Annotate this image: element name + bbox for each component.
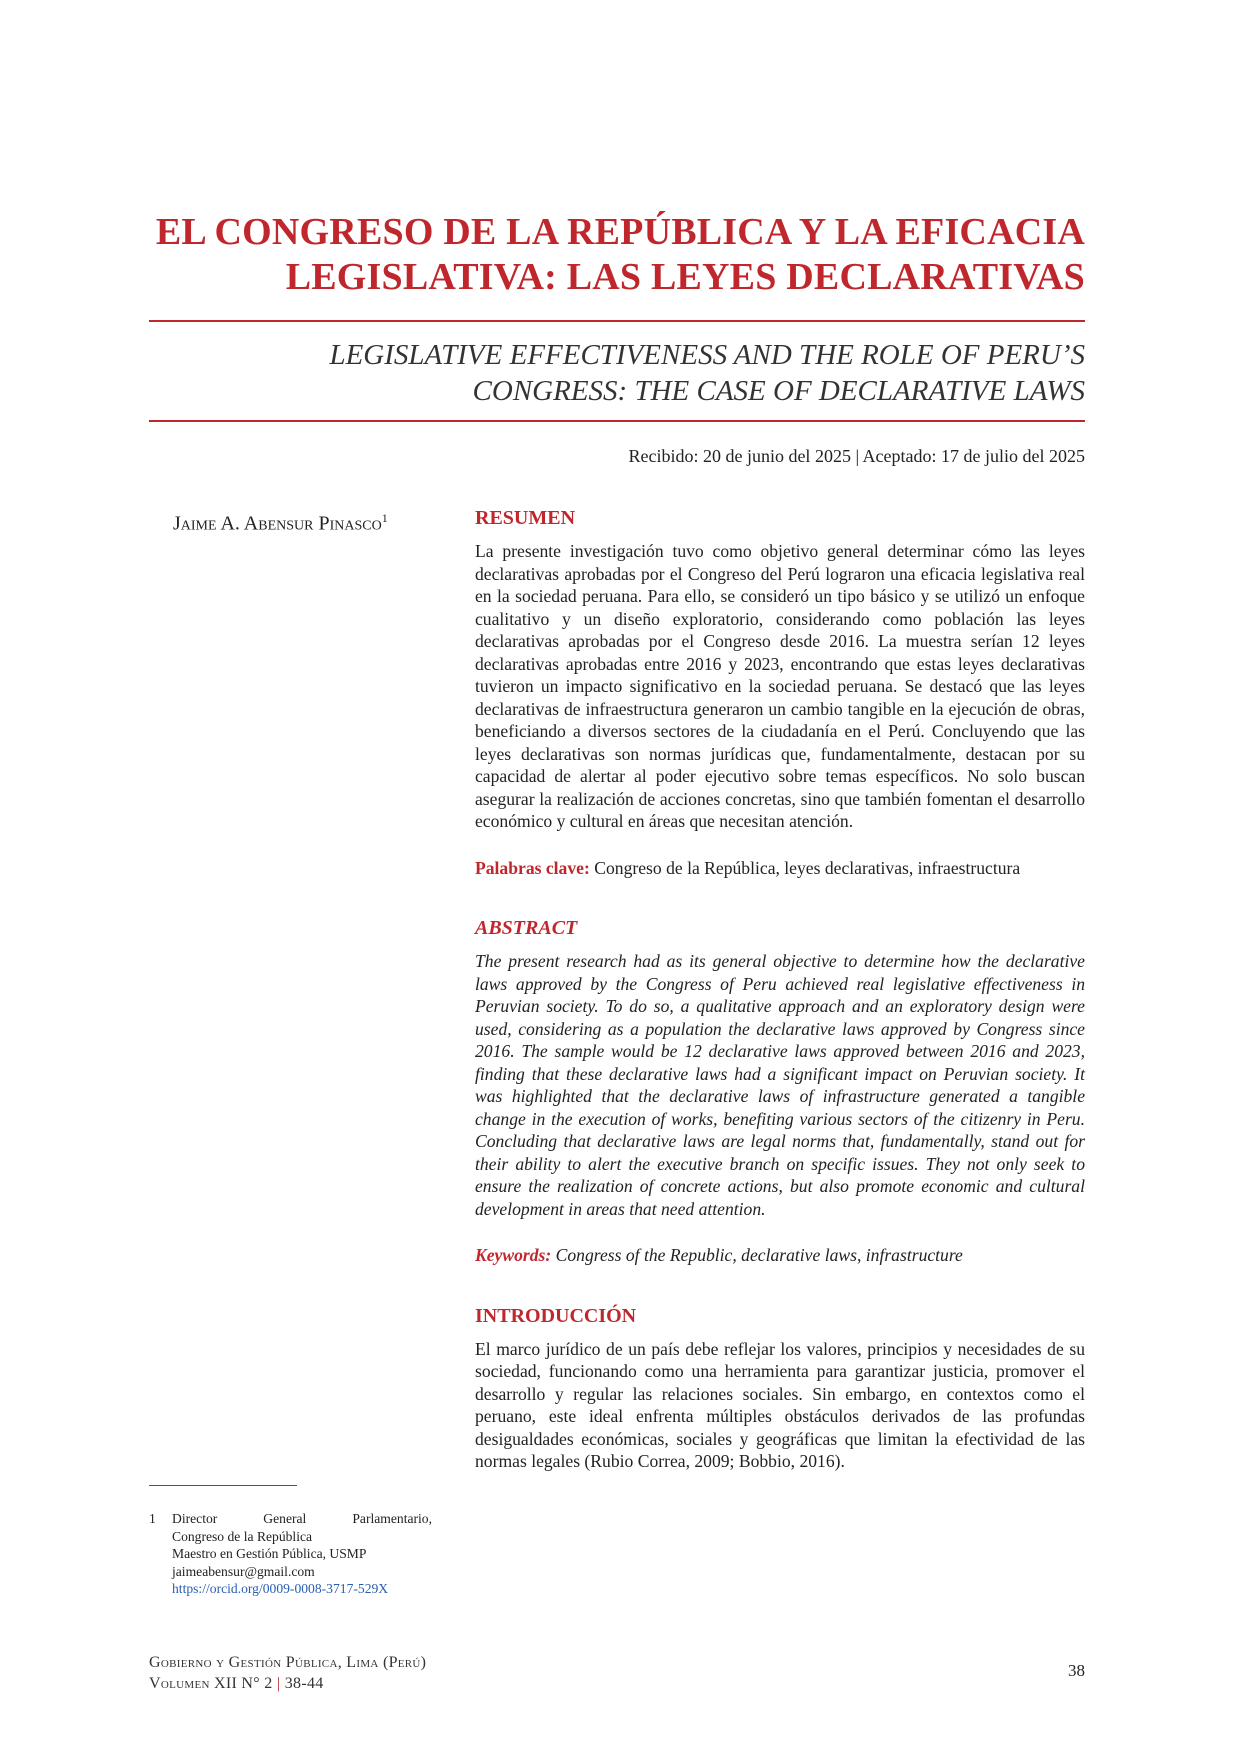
footnote-body (172, 1510, 432, 1598)
orcid-link[interactable]: https://orcid.org/0009-0008-3717-529X (172, 1581, 389, 1597)
title-line-2: LEGISLATIVA: LAS LEYES DECLARATIVAS (285, 256, 1085, 298)
introduccion-section (475, 1305, 1085, 1473)
author-footnote-mark: 1 (381, 511, 388, 525)
footnote-email: jaimeabensur@gmail.com (172, 1563, 315, 1579)
journal-pages: 38-44 (284, 1675, 324, 1692)
resumen-keywords-text: Congreso de la República, leyes declarativas, infraestructura (594, 857, 1021, 878)
article-title (140, 210, 1085, 300)
author-name (173, 511, 388, 536)
resumen-keywords (475, 857, 1085, 880)
abstract-text: The present research had as its general objective to determine how the declarative laws approved by the Congress of Peru achieved real legislative effectiveness in Peruvian society. To do so, a qualitative approach and an exploratory design were used, considering as a population the declarative laws approved by Congress since 2016. The sample would be 12 declarative laws approved between 2016 and 2023, finding that these declarative laws had a significant impact on Peruvian society. It was highlighted that the declarative laws of infrastructure generated a tangible change in the execution of works, benefiting various sectors of the citizenry in Peru. Concluding that declarative laws are legal norms that, fundamentally, stand out for their ability to alert the executive branch on specific issues. They not only seek to ensure the realization of concrete actions, but also promote economic and cultural development in areas that need attention. (475, 951, 1085, 1219)
resumen-keywords-label: Palabras clave: (475, 857, 590, 878)
main-column (475, 507, 1085, 1473)
abstract-keywords-text: Congress of the Republic, declarative laws, infrastructure (555, 1245, 963, 1265)
introduccion-heading: INTRODUCCIÓN (475, 1304, 637, 1327)
resumen-section (475, 507, 1085, 879)
title-line-1: EL CONGRESO DE LA REPÚBLICA Y LA EFICACIA (155, 211, 1085, 253)
subtitle-line-2: CONGRESS: THE CASE OF DECLARATIVE LAWS (472, 375, 1085, 407)
journal-name: Gobierno y Gestión Pública, Lima (Perú) (149, 1654, 427, 1671)
footer-separator: | (276, 1675, 281, 1692)
abstract-keywords (475, 1244, 1085, 1267)
subtitle-line-1: LEGISLATIVE EFFECTIVENESS AND THE ROLE OF PERU’S (329, 339, 1085, 371)
footnote-number: 1 (149, 1511, 156, 1526)
article-subtitle (140, 337, 1085, 409)
title-rule (149, 320, 1085, 322)
footnote-line-2: Congreso de la República (172, 1528, 313, 1544)
abstract-keywords-label: Keywords: (475, 1245, 552, 1265)
resumen-heading: RESUMEN (475, 507, 576, 529)
introduccion-text: El marco jurídico de un país debe reflejar los valores, principios y necesidades de su sociedad, funcionando como una herramienta para garantizar justicia, promover el desarrollo y regular las relaciones sociales. Sin embargo, en contextos como el peruano, este ideal enfrenta múltiples obstáculos derivados de las profundas desigualdades económicas, sociales y geográficas que limitan la efectividad de las normas legales (Rubio Correa, 2009; Bobbio, 2016). (475, 1338, 1085, 1471)
abstract-heading: ABSTRACT (475, 917, 578, 939)
footnote-rule (149, 1485, 297, 1486)
journal-volume: Volumen XII N° 2 (149, 1675, 273, 1692)
abstract-section (475, 917, 1085, 1267)
footnote-line-3: Maestro en Gestión Pública, USMP (172, 1546, 367, 1562)
subtitle-rule (149, 420, 1085, 422)
journal-volume-line (149, 1673, 426, 1694)
author-footnote (149, 1510, 432, 1598)
page-number: 38 (1068, 1661, 1085, 1680)
received-accepted-dates: Recibido: 20 de junio del 2025 | Aceptado: 17 de julio del 2025 (628, 446, 1085, 466)
footnote-line-1: Director General Parlamentario, (172, 1511, 432, 1526)
resumen-text: La presente investigación tuvo como objetivo general determinar cómo las leyes declarativas aprobadas por el Congreso del Perú lograron una eficacia legislativa real en la sociedad peruana. Para ello, se consideró un tipo básico y se utilizó un enfoque cualitativo y un diseño exploratorio, considerando como población las leyes declarativas aprobadas por el Congreso desde 2016. La muestra serían 12 leyes declarativas aprobadas entre 2016 y 2023, encontrando que estas leyes declarativas tuvieron un impacto significativo en la sociedad peruana. Se destacó que las leyes declarativas de infraestructura generaron un cambio tangible en la ejecución de obras, beneficiando a diversos sectores de la ciudadanía en el Perú. Concluyendo que las leyes declarativas son normas jurídicas que, fundamentalmente, destacan por su capacidad de alertar al poder ejecutivo sobre temas específicos. No solo buscan asegurar la realización de acciones concretas, sino que también fomentan el desarrollo económico y cultural en áreas que necesitan atención. (475, 541, 1085, 831)
journal-footer (149, 1652, 426, 1694)
author-name-text: Jaime A. Abensur Pinasco (173, 512, 382, 535)
